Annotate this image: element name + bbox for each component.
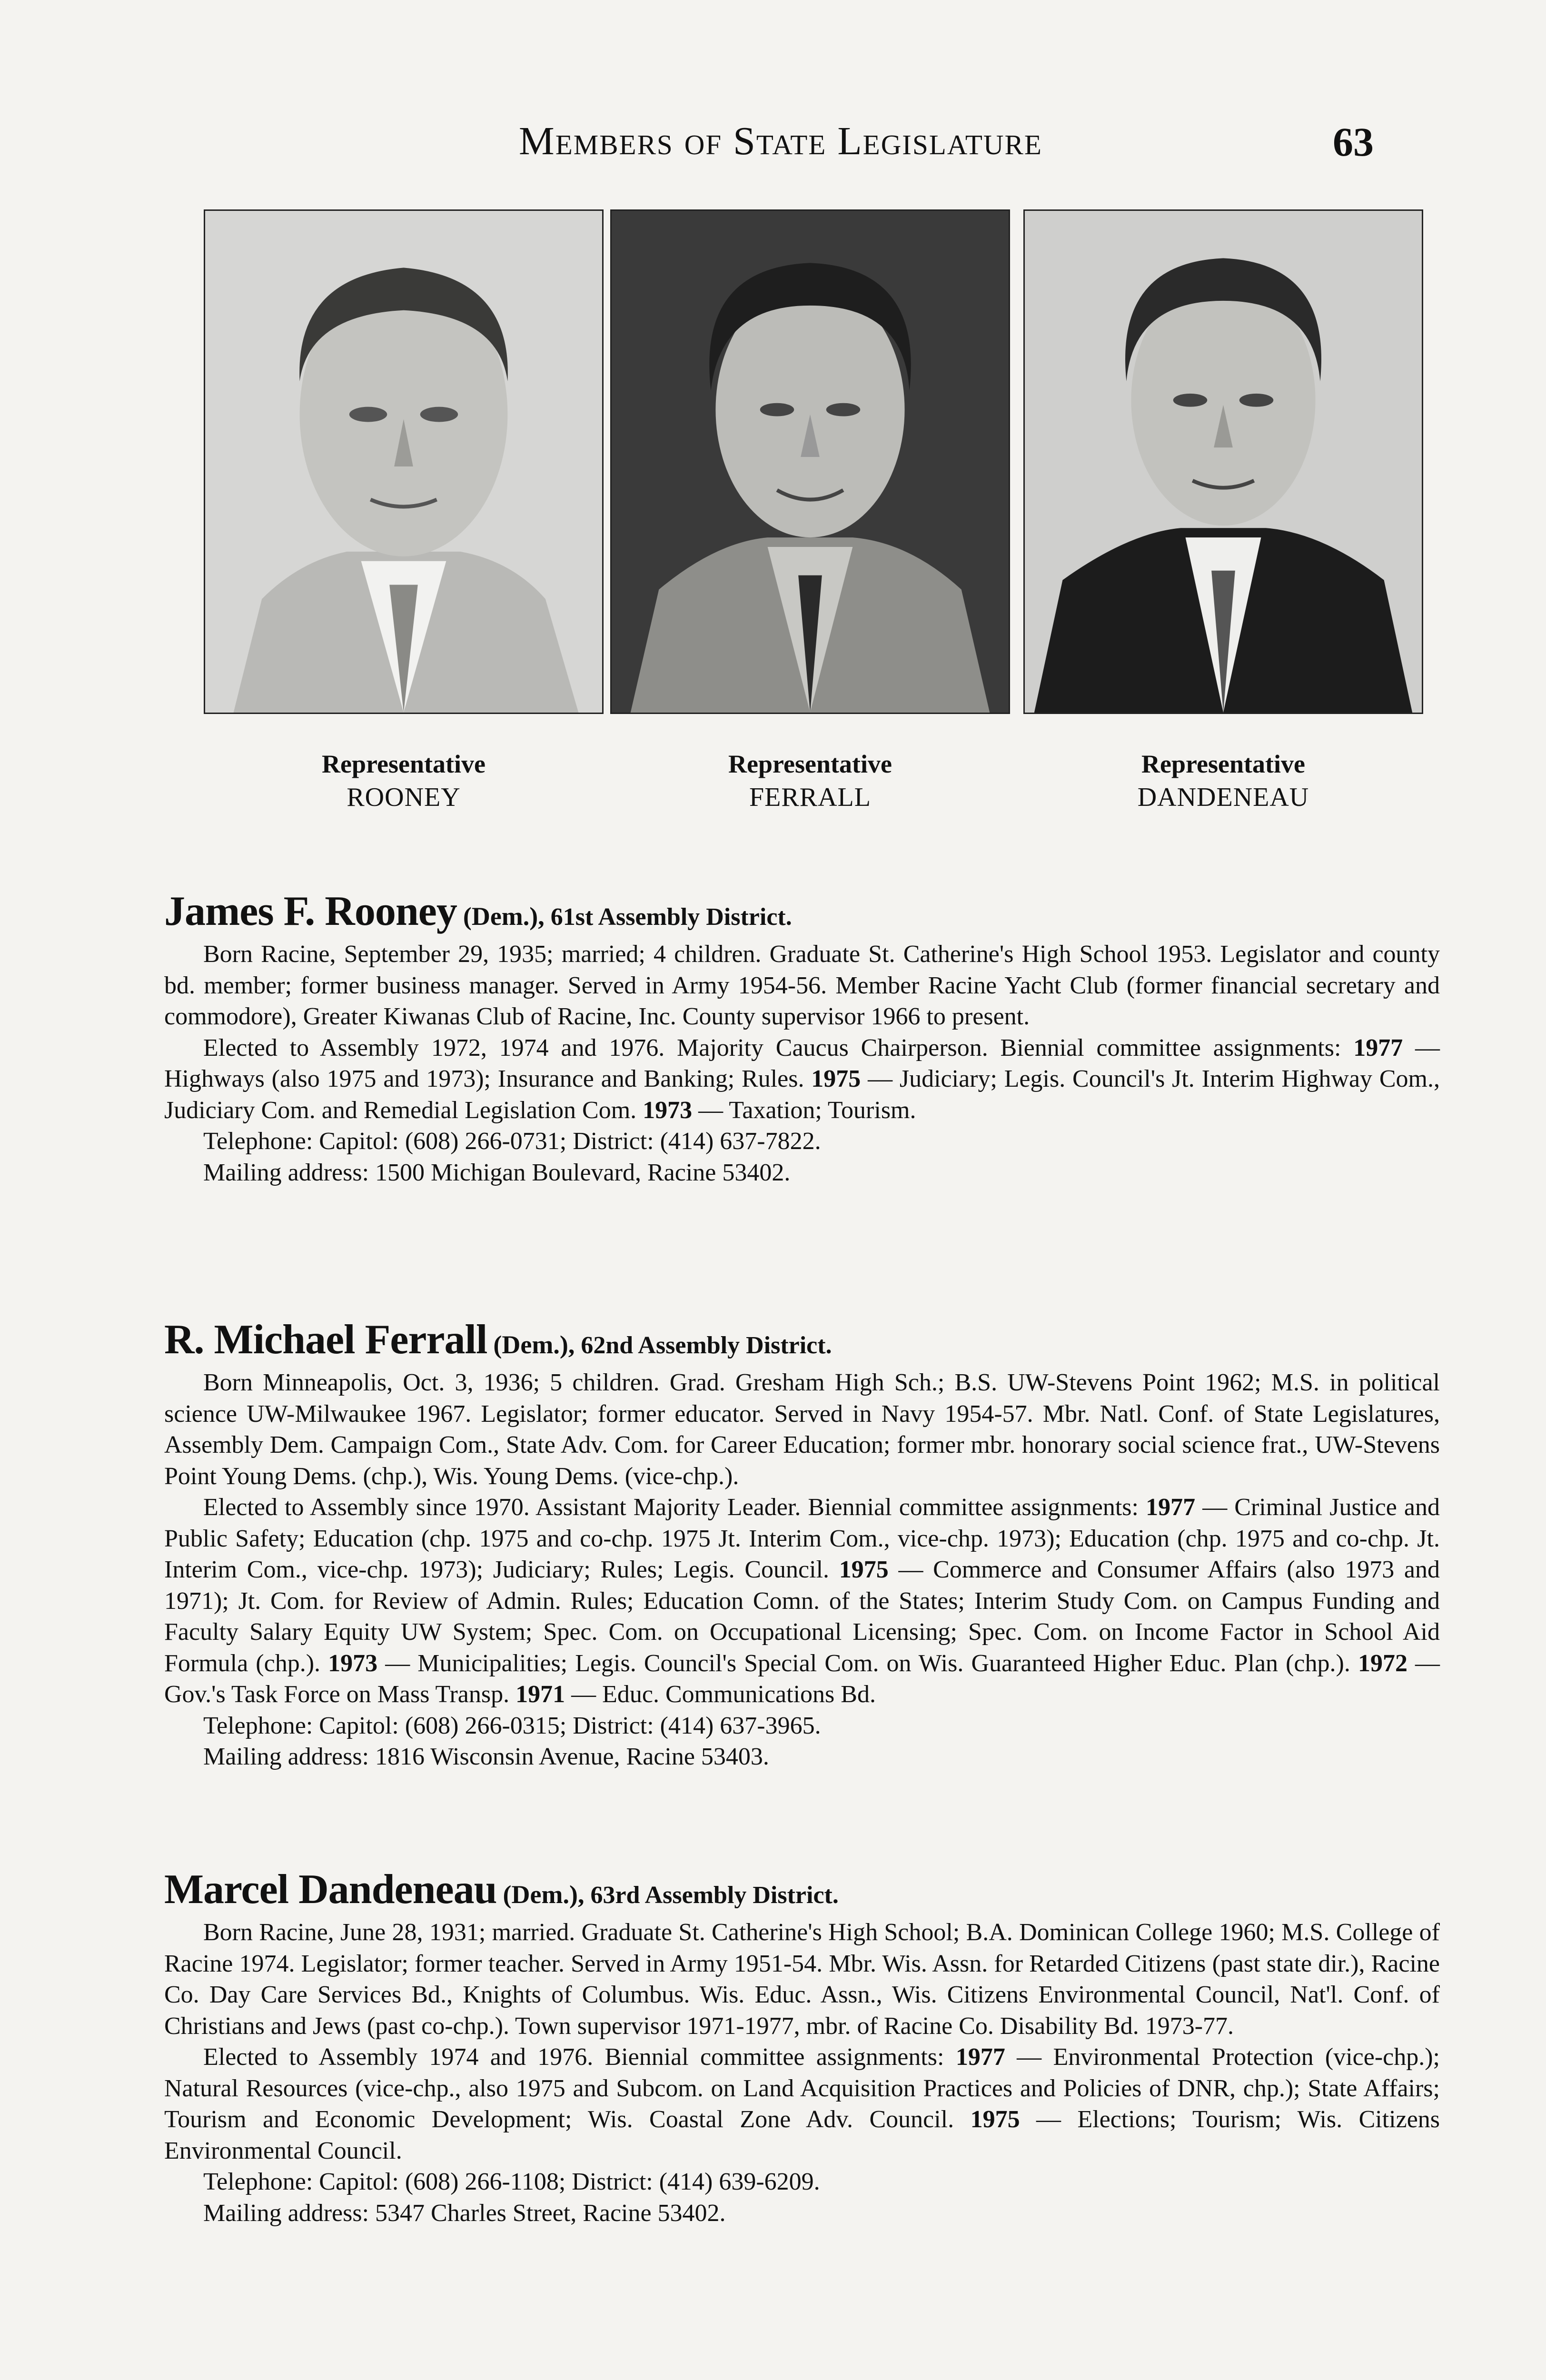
bio-rooney bbox=[164, 890, 1440, 1188]
party-affiliation: (Dem.), bbox=[463, 902, 545, 931]
portrait-ferrall bbox=[610, 209, 1010, 714]
bio-background: Born Minneapolis, Oct. 3, 1936; 5 children. Grad. Gresham High Sch.; B.S. UW-Stevens Point 1962; M.S. in political science UW-Milwaukee 1967. Legislator; former educator. Served in Navy 1954-57. Mbr. Natl. Conf. of State Legislatures, Assembly Dem. Campaign Com., State Adv. Com. for Career Education; former mbr. honorary social science frat., UW-Stevens Point Young Dems. (chp.), Wis. Young Dems. (vice-chp.). bbox=[164, 1369, 1440, 1490]
member-name: Marcel Dandeneau bbox=[164, 1866, 497, 1913]
bio-background: Born Racine, June 28, 1931; married. Graduate St. Catherine's High School; B.A. Dominican College 1960; M.S. College of Racine 1974. Legislator; former teacher. Served in Army 1951-54. Mbr. Wis. Assn. for Retarded Citizens (past state dir.), Racine Co. Day Care Services Bd., Knights of Columbus. Wis. Educ. Assn., Wis. Citizens Environmental Council, Nat'l. Conf. of Christians and Jews (past co-chp.). Town supervisor 1971-1977, mbr. of Racine Co. Disability Bd. 1973-77. bbox=[164, 1919, 1440, 2040]
caption-role: Representative bbox=[728, 750, 892, 778]
portrait-ferrall-image bbox=[612, 211, 1009, 713]
caption-name: FERRALL bbox=[749, 783, 871, 812]
bio-service: Elected to Assembly 1974 and 1976. Biennial committee assignments: 1977 — Environmental Protection (vice-chp.); Natural Resources (vice-chp., also 1975 and Subcom. on Land Acquisition Practices and Policies of DNR, chp.); State Affairs; Tourism and Economic Development; Wis. Coastal Zone Adv. Council. 1975 — Elections; Tourism; Wis. Citizens Environmental Council. bbox=[164, 2043, 1440, 2164]
caption-dandeneau bbox=[1014, 747, 1433, 814]
party-affiliation: (Dem.), bbox=[493, 1330, 575, 1359]
portrait-dandeneau-image bbox=[1025, 211, 1422, 713]
bio-heading bbox=[164, 1868, 1440, 1917]
district: 62nd Assembly District. bbox=[581, 1332, 832, 1359]
bio-dandeneau bbox=[164, 1868, 1440, 2229]
mailing-address: Mailing address: 5347 Charles Street, Racine 53402. bbox=[203, 2199, 726, 2227]
caption-role: Representative bbox=[322, 750, 486, 778]
caption-name: ROONEY bbox=[347, 783, 461, 812]
district: 61st Assembly District. bbox=[550, 903, 792, 931]
portrait-rooney bbox=[204, 209, 604, 714]
caption-role: Representative bbox=[1141, 750, 1305, 778]
bio-background: Born Racine, September 29, 1935; married; 4 children. Graduate St. Catherine's High School 1953. Legislator and county bd. member; former business manager. Served in Army 1954-56. Member Racine Yacht Club (former financial secretary and commodore), Greater Kiwanas Club of Racine, Inc. County supervisor 1966 to present. bbox=[164, 941, 1440, 1030]
member-name: James F. Rooney bbox=[164, 888, 457, 934]
party-affiliation: (Dem.), bbox=[503, 1880, 585, 1909]
page-number: 63 bbox=[1333, 119, 1374, 165]
portrait-rooney-image bbox=[205, 211, 602, 713]
member-name: R. Michael Ferrall bbox=[164, 1317, 487, 1363]
mailing-address: Mailing address: 1500 Michigan Boulevard, Racine 53402. bbox=[203, 1159, 791, 1186]
telephone: Telephone: Capitol: (608) 266-0315; District: (414) 637-3965. bbox=[203, 1712, 821, 1739]
bio-service: Elected to Assembly since 1970. Assistant Majority Leader. Biennial committee assignments: 1977 — Criminal Justice and Public Safety; Education (chp. 1975 and co-chp. 1975 Jt. Interim Com., vice-chp. 1973); Education (chp. 1975 and co-chp. Jt. Interim Com., vice-chp. 1973); Judiciary; Rules; Legis. Council. 1975 — Commerce and Consumer Affairs (also 1973 and 1971); Jt. Com. for Review of Admin. Rules; Education Comn. of the States; Interim Study Com. on Campus Funding and Faculty Salary Equity UW System; Spec. Com. on Occupational Licensing; Spec. Com. on Income Factor in School Aid Formula (chp.). 1973 — Municipalities; Legis. Council's Special Com. on Wis. Guaranteed Higher Educ. Plan (chp.). 1972 — Gov.'s Task Force on Mass Transp. 1971 — Educ. Communications Bd. bbox=[164, 1494, 1440, 1708]
page-header bbox=[0, 118, 1546, 170]
bio-heading bbox=[164, 1319, 1440, 1367]
caption-ferrall bbox=[601, 747, 1020, 814]
bio-ferrall bbox=[164, 1319, 1440, 1773]
bio-service: Elected to Assembly 1972, 1974 and 1976. Majority Caucus Chairperson. Biennial committee assignments: 1977 — Highways (also 1975 and 1973); Insurance and Banking; Rules. 1975 — Judiciary; Legis. Council's Jt. Interim Highway Com., Judiciary Com. and Remedial Legislation Com. 1973 — Taxation; Tourism. bbox=[164, 1034, 1440, 1124]
district: 63rd Assembly District. bbox=[590, 1882, 839, 1909]
telephone: Telephone: Capitol: (608) 266-1108; District: (414) 639-6209. bbox=[203, 2168, 820, 2195]
caption-rooney bbox=[194, 747, 613, 814]
mailing-address: Mailing address: 1816 Wisconsin Avenue, Racine 53403. bbox=[203, 1743, 769, 1770]
bio-heading bbox=[164, 890, 1440, 939]
portrait-dandeneau bbox=[1023, 209, 1423, 714]
caption-name: DANDENEAU bbox=[1137, 783, 1309, 812]
telephone: Telephone: Capitol: (608) 266-0731; District: (414) 637-7822. bbox=[203, 1128, 821, 1155]
running-title: Members of State Legislature bbox=[519, 119, 1042, 163]
